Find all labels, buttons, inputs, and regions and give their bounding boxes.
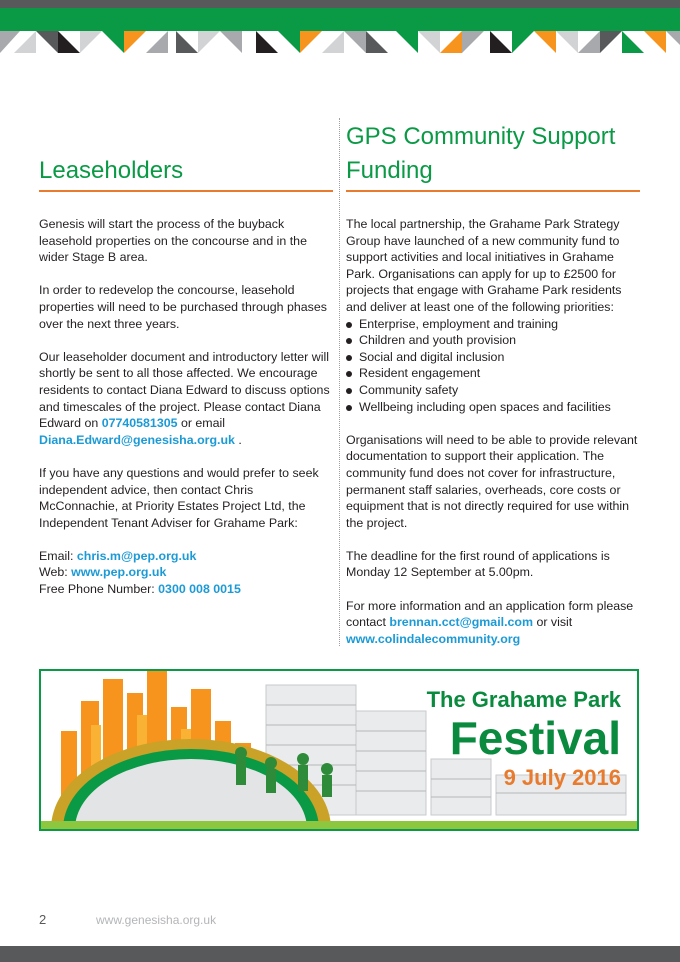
gps-paragraph-3: The deadline for the first round of applications is Monday 12 September at 5.00pm. — [346, 548, 610, 580]
top-grey-bar — [0, 0, 680, 8]
leaseholders-paragraph-4: If you have any questions and would prefer to seek independent advice, then contact Chris McConnachie, at Priority Estates Project Ltd, the Independent Tenant Adviser for Grahame Park: — [39, 465, 319, 530]
gps-paragraph-4 — [346, 598, 642, 648]
top-green-bar — [0, 8, 680, 31]
priority-item: Children and youth provision — [346, 332, 642, 349]
bottom-grey-bar — [0, 946, 680, 962]
column-divider — [339, 118, 340, 646]
pep-web-link[interactable]: www.pep.org.uk — [71, 565, 167, 580]
colindale-website-link[interactable]: www.colindalecommunity.org — [346, 631, 521, 646]
leaseholders-paragraph-3 — [39, 349, 333, 449]
header-triangle-pattern — [0, 31, 680, 53]
festival-title: The Grahame Park — [426, 687, 621, 712]
priority-item: Resident engagement — [346, 365, 642, 382]
priority-item: Social and digital inclusion — [346, 349, 642, 366]
pep-contact-block — [39, 548, 333, 598]
festival-main-title: Festival — [449, 712, 621, 764]
diana-email-link[interactable]: Diana.Edward@genesisha.org.uk — [39, 432, 235, 447]
email-suffix: . — [234, 432, 242, 447]
orange-rule — [346, 190, 640, 192]
page-number: 2 — [39, 912, 47, 927]
brennan-email-link[interactable]: brennan.cct@gmail.com — [389, 615, 533, 630]
pep-phone-link[interactable]: 0300 008 0015 — [158, 582, 241, 597]
priorities-list — [346, 316, 642, 416]
leaseholders-heading: Leaseholders — [39, 157, 184, 184]
gps-paragraph-2: Organisations will need to be able to provide relevant documentation to support their application. The community fund does not cover for infrastructure, permanent staff salaries, overheads, core costs or equipment that is not directly required for use within the project. — [346, 432, 638, 530]
gps-heading: GPS Community Support Funding — [346, 123, 616, 184]
leaseholders-paragraph-1: Genesis will start the process of the buyback leasehold properties on the concourse and in the wider Stage B area. — [39, 217, 307, 265]
paragraph-3-text: Our leaseholder document and introductory letter will shortly be sent to all those affected. We encourage residents to contact Diana Edward to discuss options and timescales of the project. Please contact Diana Edward on — [39, 349, 330, 431]
paragraph-4-text: For more information and an application form please contact — [346, 598, 634, 630]
leaseholders-paragraph-2: In order to redevelop the concourse, leasehold properties will need to be purchased through phases over the next three years. — [39, 283, 327, 331]
gps-funding-column — [346, 120, 642, 664]
footer-url[interactable]: www.genesisha.org.uk — [96, 913, 217, 927]
pep-email-label: Email: — [39, 548, 77, 563]
gps-paragraph-1: The local partnership, the Grahame Park Strategy Group have launched of a new community fund to support activities and local initiatives in Grahame Park. Organisations can apply for up to £2500 for projects that engage with Grahame Park residents and deliver at least one of the following priorities: — [346, 217, 622, 314]
priority-item: Enterprise, employment and training — [346, 316, 642, 333]
festival-banner — [39, 669, 639, 831]
leaseholders-column — [39, 120, 333, 614]
orange-rule — [39, 190, 333, 192]
priority-item: Wellbeing including open spaces and facilities — [346, 399, 642, 416]
pep-web-label: Web: — [39, 565, 72, 580]
festival-date: 9 July 2016 — [503, 765, 621, 790]
priority-item: Community safety — [346, 382, 642, 399]
pep-email-link[interactable]: chris.m@pep.org.uk — [76, 548, 197, 563]
diana-phone-link[interactable]: 07740581305 — [101, 416, 178, 431]
or-email-text: or email — [177, 416, 226, 431]
or-visit-text: or visit — [533, 615, 573, 630]
pep-phone-label: Free Phone Number: — [39, 582, 159, 597]
